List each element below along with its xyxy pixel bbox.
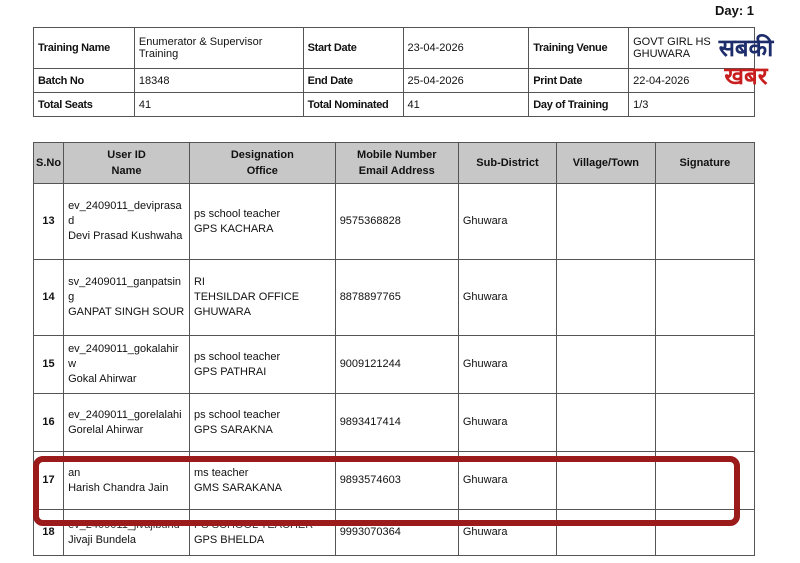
row-sub-district: Ghuwara — [458, 394, 556, 452]
row-name: Harish Chandra Jain — [68, 481, 169, 494]
row-user-id: ev_2409011_gokalahirw — [68, 343, 179, 370]
row-designation — [189, 394, 335, 452]
end-date-label: End Date — [303, 69, 403, 93]
header-office-line: Office — [246, 165, 278, 177]
header-designation-line: Designation — [230, 149, 294, 161]
row-designation — [189, 184, 335, 260]
header-mobile — [335, 143, 458, 184]
start-date-value: 23-04-2026 — [403, 28, 529, 69]
row-village — [557, 452, 656, 510]
row-user — [64, 336, 190, 394]
training-name-value: Enumerator & Supervisor Training — [134, 28, 303, 69]
row-designation — [189, 336, 335, 394]
row-sub-district: Ghuwara — [458, 260, 556, 336]
watermark-logo — [704, 34, 788, 90]
header-mobile-line: Mobile Number — [357, 149, 437, 161]
watermark-line1: सबकी — [718, 34, 774, 62]
row-sub-district: Ghuwara — [458, 336, 556, 394]
row-designation-text: ps school teacher — [193, 207, 281, 220]
training-info-table — [33, 27, 755, 117]
header-sno: S.No — [34, 143, 64, 184]
info-row-3 — [34, 93, 755, 117]
row-user — [64, 510, 190, 556]
info-row-2 — [34, 69, 755, 93]
row-sub-district: Ghuwara — [458, 184, 556, 260]
info-row-1 — [34, 28, 755, 69]
row-village — [557, 336, 656, 394]
row-user-id-tail: an — [68, 466, 81, 479]
table-row — [34, 336, 755, 394]
row-user-id: ev_2409011_gorelalahi — [68, 408, 182, 421]
row-office: TEHSILDAR OFFICE GHUWARA — [193, 291, 300, 318]
table-row — [34, 394, 755, 452]
training-venue-value: GOVT GIRL HS GHUWARA — [629, 28, 755, 69]
row-office: GPS SARAKNA — [193, 423, 273, 436]
total-nominated-value: 41 — [403, 93, 529, 117]
header-user — [64, 143, 190, 184]
row-designation — [189, 452, 335, 510]
start-date-label: Start Date — [303, 28, 403, 69]
row-name: Devi Prasad Kushwaha — [68, 230, 183, 242]
row-designation — [189, 260, 335, 336]
table-row — [34, 510, 755, 556]
row-mobile: 9893574603 — [335, 452, 458, 510]
table-row — [34, 260, 755, 336]
row-sno: 18 — [34, 510, 64, 556]
day-of-training-value: 1/3 — [629, 93, 755, 117]
row-signature[interactable] — [655, 510, 754, 556]
row-office: GMS SARAKANA — [193, 481, 282, 494]
total-nominated-label: Total Nominated — [303, 93, 403, 117]
row-name: Jivaji Bundela — [68, 533, 136, 546]
header-designation — [189, 143, 335, 184]
row-office: GPS PATHRAI — [193, 365, 267, 378]
row-name: Gokal Ahirwar — [68, 373, 137, 385]
row-name: GANPAT SINGH SOUR — [68, 306, 185, 318]
total-seats-label: Total Seats — [34, 93, 135, 117]
training-name-label: Training Name — [34, 28, 135, 69]
header-user-id: User ID — [107, 149, 146, 161]
row-user-id: ev_2409011_deviprasad — [68, 200, 182, 227]
row-user — [64, 394, 190, 452]
header-email-line: Email Address — [358, 165, 435, 177]
header-sub-district: Sub-District — [458, 143, 556, 184]
row-mobile: 9575368828 — [335, 184, 458, 260]
row-user — [64, 452, 190, 510]
row-village — [557, 260, 656, 336]
row-designation-partial: PS SCHOOL TEACHER — [193, 518, 314, 531]
row-designation — [189, 510, 335, 556]
row-mobile: 8878897765 — [335, 260, 458, 336]
end-date-value: 25-04-2026 — [403, 69, 529, 93]
header-village: Village/Town — [557, 143, 656, 184]
row-name: Gorelal Ahirwar — [68, 423, 144, 436]
row-sno: 17 — [34, 452, 64, 510]
print-date-value: 22-04-2026 — [629, 69, 755, 93]
row-designation-text: ps school teacher — [193, 408, 281, 421]
row-sno: 13 — [34, 184, 64, 260]
table-row — [34, 452, 755, 510]
attendance-table — [33, 142, 755, 556]
row-designation-text: ms teacher — [193, 466, 249, 479]
header-signature: Signature — [655, 143, 754, 184]
training-venue-label: Training Venue — [529, 28, 629, 69]
print-date-label: Print Date — [529, 69, 629, 93]
watermark-line2: खबर — [724, 62, 768, 90]
row-signature[interactable] — [655, 260, 754, 336]
row-village — [557, 184, 656, 260]
row-mobile: 9009121244 — [335, 336, 458, 394]
row-sub-district: Ghuwara — [458, 452, 556, 510]
row-office: GPS BHELDA — [193, 533, 265, 546]
row-signature[interactable] — [655, 184, 754, 260]
row-signature[interactable] — [655, 394, 754, 452]
row-sub-district: Ghuwara — [458, 510, 556, 556]
row-user-id-partial: ev_2409011_jivajibund — [68, 518, 180, 531]
row-village — [557, 510, 656, 556]
row-signature[interactable] — [655, 452, 754, 510]
batch-no-value: 18348 — [134, 69, 303, 93]
day-label: Day: 1 — [714, 3, 754, 18]
row-user-id: sv_2409011_ganpatsing — [68, 276, 182, 303]
header-user-name: Name — [111, 165, 142, 177]
total-seats-value: 41 — [134, 93, 303, 117]
row-sno: 14 — [34, 260, 64, 336]
row-village — [557, 394, 656, 452]
table-row — [34, 184, 755, 260]
row-office: GPS KACHARA — [193, 222, 274, 235]
row-designation-text: ps school teacher — [193, 350, 281, 363]
day-of-training-label: Day of Training — [529, 93, 629, 117]
row-designation-text: RI — [193, 276, 205, 288]
row-sno: 15 — [34, 336, 64, 394]
row-user — [64, 260, 190, 336]
row-mobile: 9893417414 — [335, 394, 458, 452]
row-sno: 16 — [34, 394, 64, 452]
row-user — [64, 184, 190, 260]
row-signature[interactable] — [655, 336, 754, 394]
table-header-row — [34, 143, 755, 184]
batch-no-label: Batch No — [34, 69, 135, 93]
row-mobile: 9993070364 — [335, 510, 458, 556]
